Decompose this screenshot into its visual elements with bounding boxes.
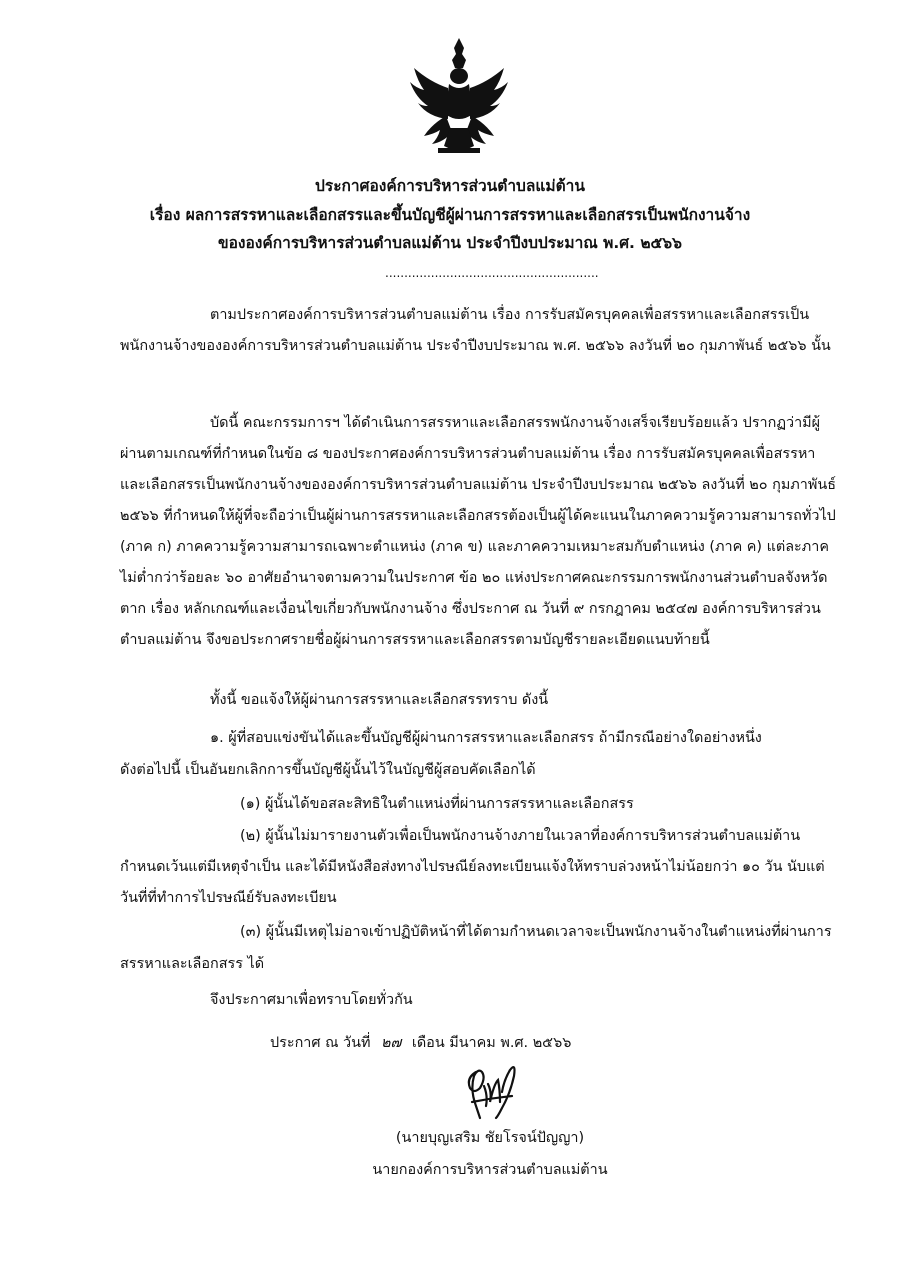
item-1-line-1: ๑. ผู้ที่สอบแข่งขันได้และขึ้นบัญชีผู้ผ่านการสรรหาและเลือกสรร ถ้ามีกรณีอย่างใดอย่างหนึ่ง — [210, 730, 762, 746]
announcement-subject: เรื่อง ผลการสรรหาและเลือกสรรและขึ้นบัญชีผู้ผ่านการสรรหาและเลือกสรรเป็นพนักงานจ้าง — [149, 206, 751, 224]
paragraph-1 — [120, 300, 840, 362]
separator: ........................................................ — [385, 266, 599, 280]
sub-item-2-line-1: (๒) ผู้นั้นไม่มารายงานตัวเพื่อเป็นพนักงานจ้างภายในเวลาที่องค์การบริหารส่วนตำบลแม่ต้าน — [240, 828, 801, 844]
announcement-subject-cont: ขององค์การบริหารส่วนตำบลแม่ต้าน ประจำปีงบประมาณ พ.ศ. ๒๕๖๖ — [218, 234, 682, 252]
sub-item-2-line-2: กำหนดเว้นแต่มีเหตุจำเป็น และได้มีหนังสือส่งทางไปรษณีย์ลงทะเบียนแจ้งให้ทราบล่วงหน้าไม่น้อยกว่า ๑๐ วัน นับแต่ — [120, 859, 825, 875]
handwritten-signature — [458, 1062, 528, 1124]
sub-item-3-line-2: สรรหาและเลือกสรร ได้ — [120, 956, 265, 972]
paragraph-2-text: บัดนี้ คณะกรรมการฯ ได้ดำเนินการสรรหาและเลือกสรรพนักงานจ้างเสร็จเรียบร้อยแล้ว ปรากฏว่ามีผู้ผ่านตามเกณฑ์ที่กำหนดในข้อ ๘ ของประกาศองค์การบริหารส่วนตำบลแม่ต้าน เรื่อง การรับสมัครบุคคลเพื่อสรรหาและเลือกสรรเป็นพนักงานจ้างขององค์การบริหารส่วนตำบลแม่ต้าน ประจำปีงบประมาณ ๒๕๖๖ ลงวันที่ ๒๐ กุมภาพันธ์ ๒๕๖๖ ที่กำหนดให้ผู้ที่จะถือว่าเป็นผู้ผ่านการสรรหาและเลือกสรรต้องเป็นผู้ได้คะแนนในภาคความรู้ความสามารถทั่วไป (ภาค ก) ภาคความรู้ความสามารถเฉพาะตำแหน่ง (ภาค ข) และภาคความเหมาะสมกับตำแหน่ง (ภาค ค) แต่ละภาคไม่ต่ำกว่าร้อยละ ๖๐ อาศัยอำนาจตามความในประกาศ ข้อ ๒๐ แห่งประกาศคณะกรรมการพนักงานส่วนตำบลจังหวัดตาก เรื่อง หลักเกณฑ์และเงื่อนไขเกี่ยวกับพนักงานจ้าง ซึ่งประกาศ ณ วันที่ ๙ กรกฎาคม ๒๕๔๗ องค์การบริหารส่วนตำบลแม่ต้าน จึงขอประกาศรายชื่อผู้ผ่านการสรรหาและเลือกสรรตามบัญชีรายละเอียดแนบท้ายนี้ — [120, 415, 836, 648]
sub-item-3-line-1: (๓) ผู้นั้นมีเหตุไม่อาจเข้าปฏิบัติหน้าที่ได้ตามกำหนดเวลาจะเป็นพนักงานจ้างในตำแหน่งที่ผ่านการ — [240, 924, 832, 940]
date-month: มีนาคม — [449, 1035, 496, 1051]
signer-position: นายกองค์การบริหารส่วนตำบลแม่ต้าน — [372, 1162, 608, 1178]
announcement-org: ประกาศองค์การบริหารส่วนตำบลแม่ต้าน — [315, 177, 585, 195]
announce-date — [270, 1033, 571, 1053]
garuda-emblem — [404, 36, 514, 158]
date-year: พ.ศ. ๒๕๖๖ — [500, 1035, 572, 1051]
item-1-line-2: ดังต่อไปนี้ เป็นอันยกเลิกการขึ้นบัญชีผู้นั้นไว้ในบัญชีผู้สอบคัดเลือกได้ — [120, 762, 536, 778]
paragraph-3: ทั้งนี้ ขอแจ้งให้ผู้ผ่านการสรรหาและเลือกสรรทราบ ดังนี้ — [210, 692, 549, 708]
paragraph-1-text: ตามประกาศองค์การบริหารส่วนตำบลแม่ต้าน เรื่อง การรับสมัครบุคคลเพื่อสรรหาและเลือกสรรเป็นพนักงานจ้างขององค์การบริหารส่วนตำบลแม่ต้าน ประจำปีงบประมาณ พ.ศ. ๒๕๖๖ ลงวันที่ ๒๐ กุมภาพันธ์ ๒๕๖๖ นั้น — [120, 307, 831, 354]
paragraph-2 — [120, 408, 840, 656]
closing-text: จึงประกาศมาเพื่อทราบโดยทั่วกัน — [210, 992, 413, 1008]
date-prefix: ประกาศ ณ วันที่ — [270, 1035, 371, 1051]
sub-item-2-line-3: วันที่ที่ทำการไปรษณีย์รับลงทะเบียน — [120, 890, 337, 906]
date-month-label: เดือน — [411, 1035, 445, 1051]
sub-item-1: (๑) ผู้นั้นได้ขอสละสิทธิในตำแหน่งที่ผ่านการสรรหาและเลือกสรร — [240, 796, 634, 812]
date-day: ๒๗ — [381, 1035, 402, 1051]
signer-name: (นายบุญเสริม ชัยโรจน์ปัญญา) — [395, 1130, 585, 1146]
